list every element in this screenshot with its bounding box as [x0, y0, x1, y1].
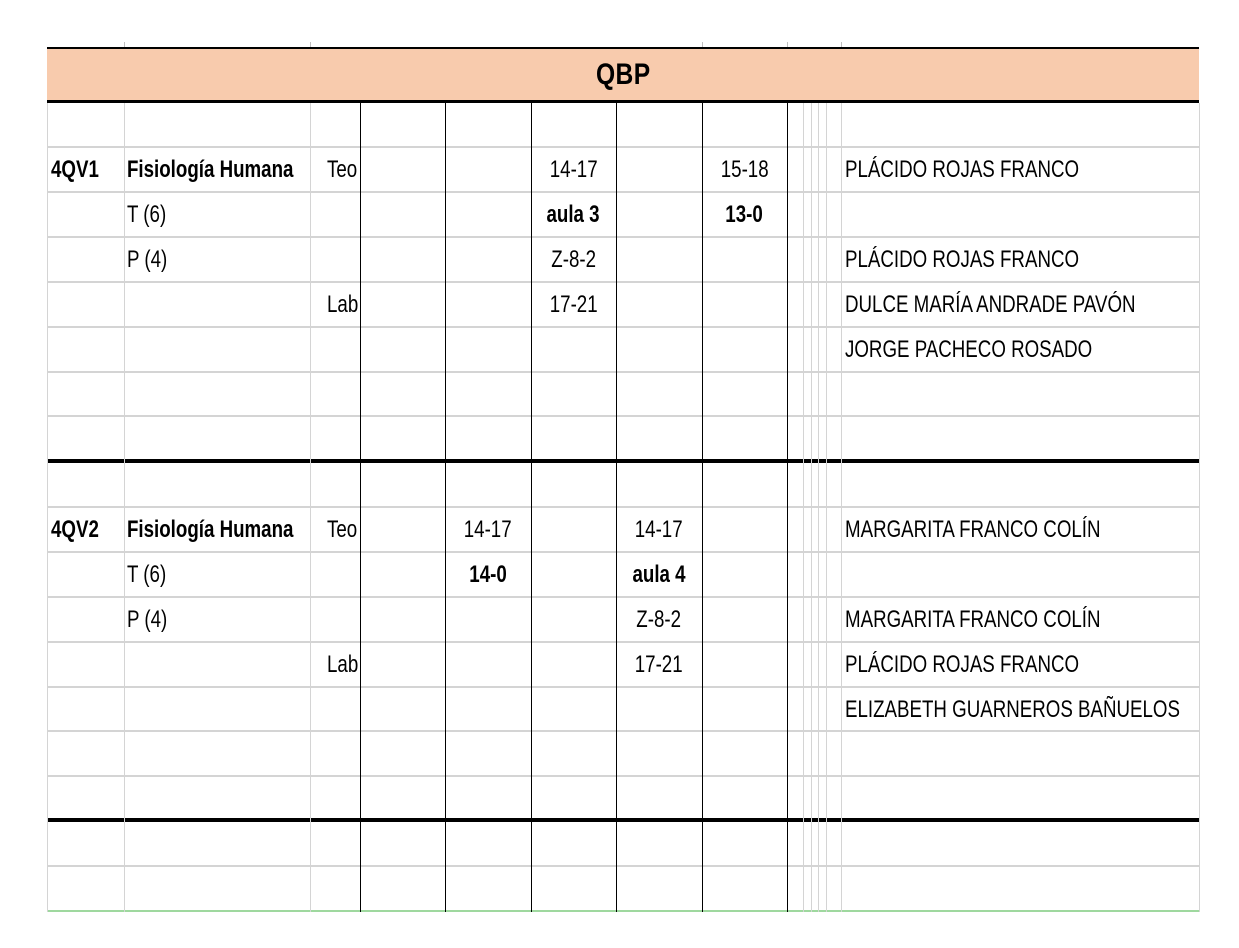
group-code-cell[interactable]: 4QV1 [51, 156, 99, 183]
professor-cell[interactable]: MARGARITA FRANCO COLÍN [845, 606, 1101, 633]
professor-cell[interactable]: JORGE PACHECO ROSADO [845, 336, 1093, 363]
professor-cell[interactable]: PLÁCIDO ROJAS FRANCO [845, 651, 1080, 678]
day-column-divider [360, 103, 361, 912]
column-divider [310, 103, 311, 912]
sheet-title: QBP [595, 57, 651, 91]
column-divider [818, 103, 819, 912]
room-cell[interactable]: aula 3 [546, 201, 601, 228]
lab-room-cell[interactable]: Z-8-2 [636, 606, 682, 633]
column-divider [47, 103, 48, 912]
professor-cell[interactable]: MARGARITA FRANCO COLÍN [845, 516, 1101, 543]
column-divider [803, 103, 804, 912]
block-separator [47, 459, 1199, 463]
schedule-cell[interactable]: 14-17 [549, 156, 598, 183]
column-divider [811, 103, 812, 912]
session-type-cell[interactable]: Teo [327, 156, 358, 183]
day-column-divider [787, 103, 788, 912]
schedule-cell[interactable]: 14-17 [635, 516, 683, 543]
column-divider [1199, 103, 1200, 912]
session-type-cell[interactable]: Teo [327, 516, 358, 543]
professor-cell[interactable]: DULCE MARÍA ANDRADE PAVÓN [845, 291, 1136, 318]
row-divider [47, 415, 1199, 417]
practice-hours-cell[interactable]: P (4) [127, 246, 168, 273]
session-type-cell[interactable]: Lab [327, 291, 359, 318]
room-cell[interactable]: 13-0 [725, 201, 764, 228]
row-divider [47, 865, 1199, 867]
professor-cell[interactable]: ELIZABETH GUARNEROS BAÑUELOS [845, 696, 1180, 723]
schedule-cell[interactable]: 14-17 [464, 516, 512, 543]
lab-room-cell[interactable]: Z-8-2 [551, 246, 596, 273]
professor-cell[interactable]: PLÁCIDO ROJAS FRANCO [845, 246, 1080, 273]
column-divider [841, 103, 842, 912]
group-code-cell[interactable]: 4QV2 [51, 516, 99, 543]
title-band [47, 47, 1199, 103]
bottom-border [47, 910, 1199, 912]
room-cell[interactable]: aula 4 [632, 561, 686, 588]
schedule-cell[interactable]: 17-21 [635, 651, 683, 678]
professor-cell[interactable]: PLÁCIDO ROJAS FRANCO [845, 156, 1080, 183]
schedule-cell[interactable]: 15-18 [720, 156, 769, 183]
subject-cell[interactable]: Fisiología Humana [127, 516, 294, 543]
theory-hours-cell[interactable]: T (6) [127, 201, 167, 228]
room-cell[interactable]: 14-0 [469, 561, 507, 588]
practice-hours-cell[interactable]: P (4) [127, 606, 168, 633]
schedule-cell[interactable]: 17-21 [549, 291, 598, 318]
theory-hours-cell[interactable]: T (6) [127, 561, 167, 588]
session-type-cell[interactable]: Lab [327, 651, 359, 678]
subject-cell[interactable]: Fisiología Humana [127, 156, 294, 183]
column-divider [826, 103, 827, 912]
row-divider [47, 775, 1199, 777]
column-divider [124, 103, 125, 912]
block-separator [47, 818, 1199, 822]
